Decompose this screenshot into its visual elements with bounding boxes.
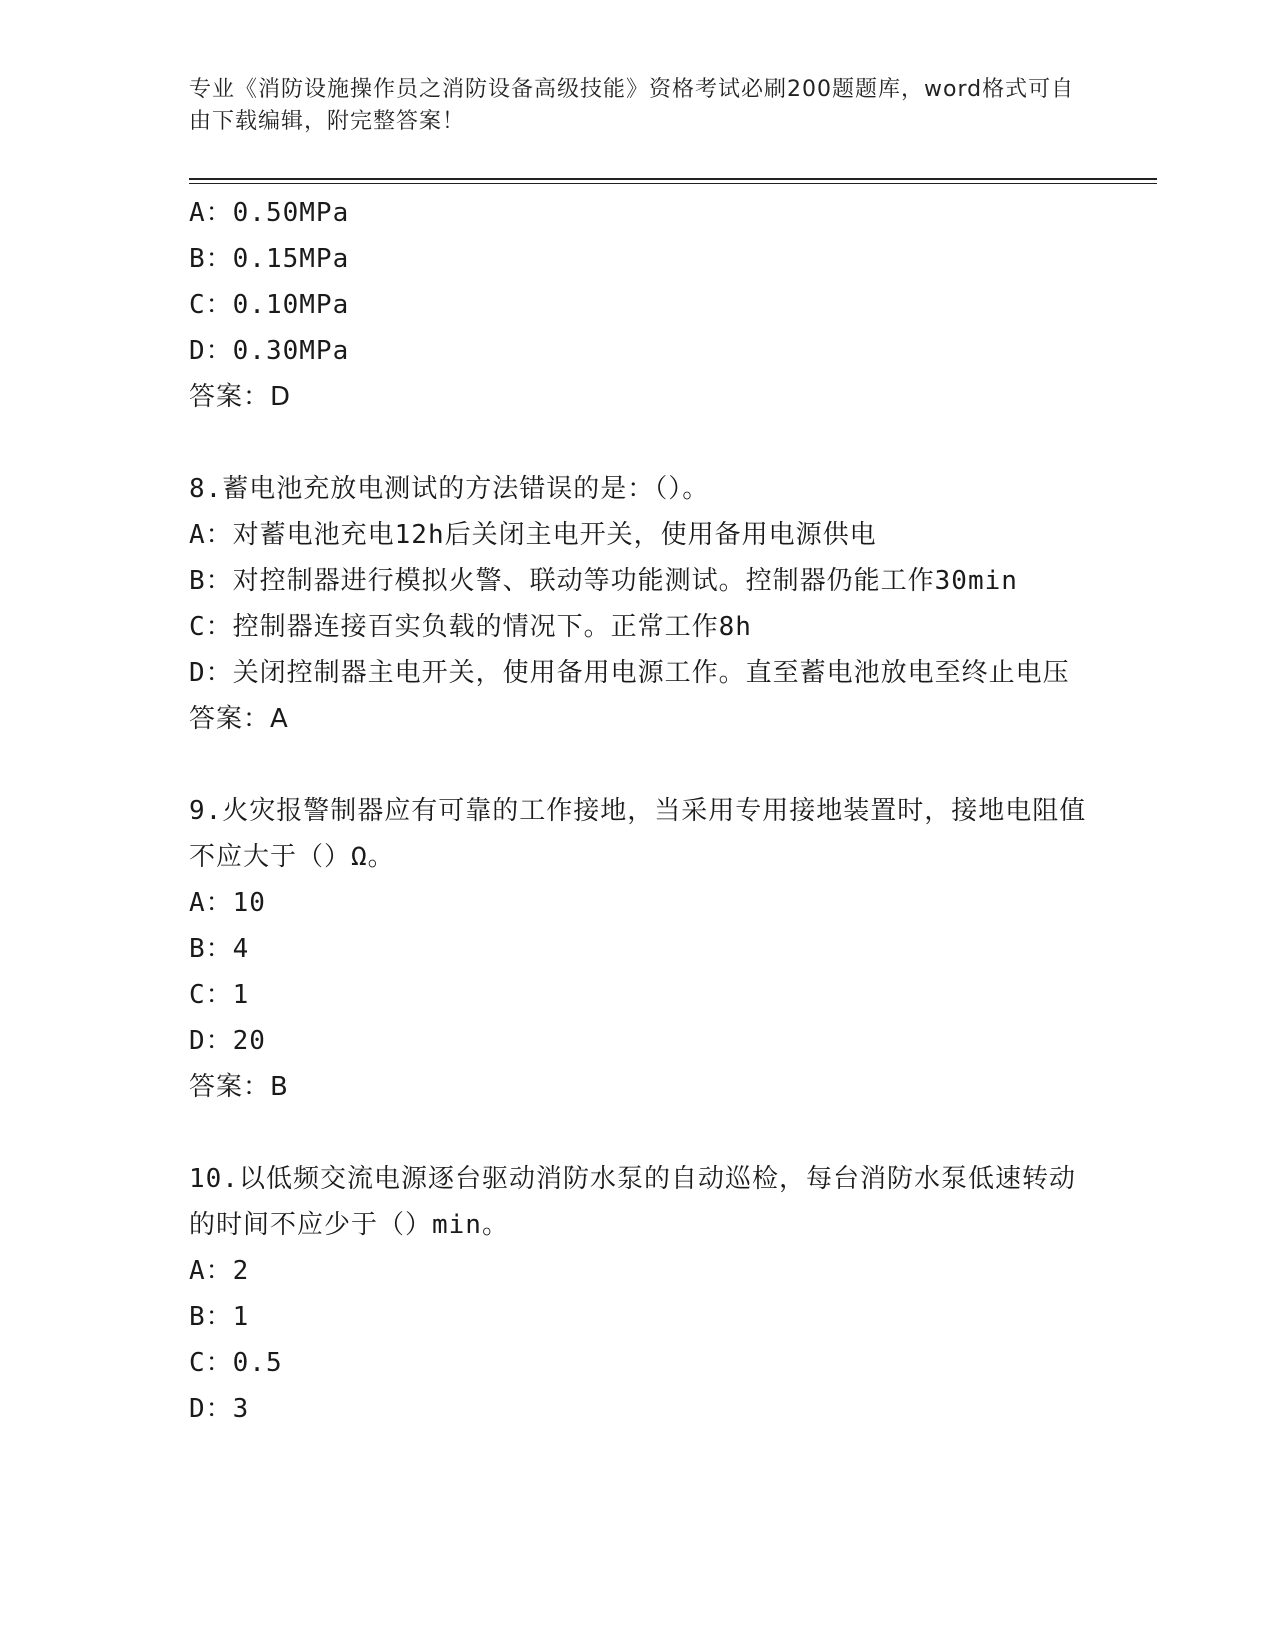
option-d: D：关闭控制器主电开关，使用备用电源工作。直至蓄电池放电至终止电压 (189, 658, 1070, 688)
option-b: B：对控制器进行模拟火警、联动等功能测试。控制器仍能工作30min (189, 566, 1018, 596)
option-d: D：0.30MPa (189, 336, 350, 366)
option-b: B：4 (189, 934, 250, 964)
option-b: B：1 (189, 1302, 250, 1332)
option-c: C：0.10MPa (189, 290, 350, 320)
question-7 (189, 190, 1089, 420)
question-text: 10.以低频交流电源逐台驱动消防水泵的自动巡检，每台消防水泵低速转动的时间不应少于（）min。 (189, 1164, 1076, 1240)
answer: 答案：A (189, 704, 289, 734)
question-10 (189, 1156, 1089, 1432)
answer: 答案：B (189, 1072, 289, 1102)
option-a: A：10 (189, 888, 266, 918)
option-c: C：0.5 (189, 1348, 283, 1378)
option-a: A：对蓄电池充电12h后关闭主电开关，使用备用电源供电 (189, 520, 877, 550)
option-c: C：1 (189, 980, 250, 1010)
option-d: D：3 (189, 1394, 250, 1424)
document-header: 专业《消防设施操作员之消防设备高级技能》资格考试必刷200题题库，word格式可自由下载编辑，附完整答案！ (189, 77, 1075, 134)
answer: 答案：D (189, 382, 292, 412)
option-d: D：20 (189, 1026, 266, 1056)
option-b: B：0.15MPa (189, 244, 350, 274)
option-c: C：控制器连接百实负载的情况下。正常工作8h (189, 612, 752, 642)
option-a: A：2 (189, 1256, 250, 1286)
header-rule (189, 178, 1157, 180)
question-9 (189, 788, 1089, 1110)
question-list (189, 190, 1089, 1432)
option-a: A：0.50MPa (189, 198, 350, 228)
question-8 (189, 466, 1089, 742)
question-text: 9.火灾报警制器应有可靠的工作接地，当采用专用接地装置时，接地电阻值不应大于（）Ω。 (189, 796, 1087, 872)
header-rule-thin (189, 183, 1157, 184)
question-text: 8.蓄电池充放电测试的方法错误的是：（）。 (189, 474, 710, 504)
